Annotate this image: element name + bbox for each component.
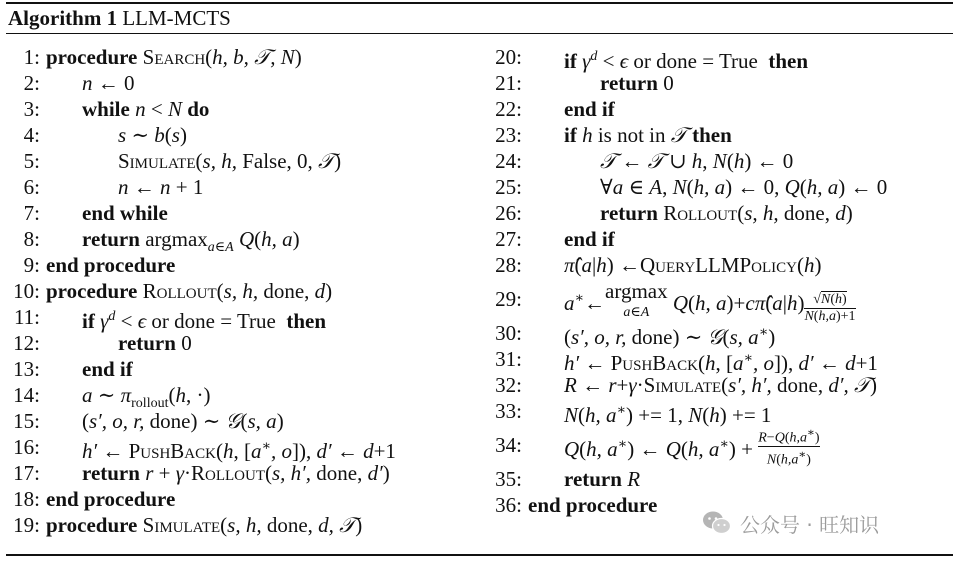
algorithm-line bbox=[488, 44, 958, 73]
algorithm-line bbox=[6, 434, 476, 463]
algorithm-line bbox=[488, 70, 958, 96]
line-number: 28: bbox=[495, 253, 522, 277]
line-code: ∀a ∈ A, N(h, a) ← 0, Q(h, a) ← 0 bbox=[600, 175, 888, 199]
line-number: 9: bbox=[23, 253, 40, 277]
line-number: 4: bbox=[23, 123, 40, 147]
algorithm-line bbox=[6, 408, 476, 434]
algorithm-line bbox=[488, 226, 958, 252]
line-number: 17: bbox=[13, 461, 40, 485]
line-code: h′ ← PushBack(h, [a∗, o]), d′ ← d+1 bbox=[564, 351, 878, 375]
line-code: end if bbox=[82, 357, 133, 381]
header-rule bbox=[6, 33, 953, 34]
algorithm-title bbox=[8, 4, 231, 32]
line-code: while n < N do bbox=[82, 97, 210, 121]
line-number: 6: bbox=[23, 175, 40, 199]
line-code: end procedure bbox=[528, 493, 658, 517]
line-number: 1: bbox=[23, 45, 40, 69]
algorithm-line bbox=[6, 70, 476, 96]
line-number: 21: bbox=[495, 71, 522, 95]
line-number: 13: bbox=[13, 357, 40, 381]
algorithm-line bbox=[488, 96, 958, 122]
line-number: 2: bbox=[23, 71, 40, 95]
algorithm-line bbox=[488, 466, 958, 492]
algorithm-line bbox=[6, 252, 476, 278]
line-code: end while bbox=[82, 201, 168, 225]
algorithm-line bbox=[6, 356, 476, 382]
line-number: 20: bbox=[495, 45, 522, 69]
line-code: Simulate(s, h, False, 0, 𝒯) bbox=[118, 149, 342, 173]
algorithm-line bbox=[6, 330, 476, 356]
line-number: 35: bbox=[495, 467, 522, 491]
algorithm-line bbox=[488, 148, 958, 174]
algorithm-line bbox=[488, 200, 958, 226]
line-code: (s′, o, r, done) ∼ 𝒢(s, a∗) bbox=[564, 325, 776, 349]
algorithm-line bbox=[6, 96, 476, 122]
line-number: 27: bbox=[495, 227, 522, 251]
line-code: (s′, o, r, done) ∼ 𝒢(s, a) bbox=[82, 409, 284, 433]
algorithm-line bbox=[6, 278, 476, 304]
line-number: 16: bbox=[13, 435, 40, 459]
line-code: end procedure bbox=[46, 253, 176, 277]
line-number: 12: bbox=[13, 331, 40, 355]
line-code: N(h, a∗) += 1, N(h) += 1 bbox=[564, 403, 772, 427]
line-code: procedure Simulate(s, h, done, d, 𝒯) bbox=[46, 513, 363, 537]
line-number: 19: bbox=[13, 513, 40, 537]
line-number: 24: bbox=[495, 149, 522, 173]
line-number: 22: bbox=[495, 97, 522, 121]
line-code: end procedure bbox=[46, 487, 176, 511]
line-number: 3: bbox=[23, 97, 40, 121]
line-number: 36: bbox=[495, 493, 522, 517]
line-code: return 0 bbox=[118, 331, 192, 355]
line-code: end if bbox=[564, 97, 615, 121]
line-code: 𝒯 ← 𝒯 ∪ h, N(h) ← 0 bbox=[600, 149, 794, 173]
line-code: return Rollout(s, h, done, d) bbox=[600, 201, 853, 225]
algorithm-line bbox=[6, 122, 476, 148]
line-code: if h is not in 𝒯 then bbox=[564, 123, 732, 147]
line-number: 26: bbox=[495, 201, 522, 225]
line-number: 14: bbox=[13, 383, 40, 407]
line-code: n ← 0 bbox=[82, 71, 135, 95]
line-number: 5: bbox=[23, 149, 40, 173]
algorithm-name: LLM-MCTS bbox=[122, 6, 231, 30]
algorithm-line bbox=[488, 252, 958, 278]
line-code: h′ ← PushBack(h, [a∗, o]), d′ ← d+1 bbox=[82, 439, 396, 463]
wechat-icon bbox=[702, 510, 732, 536]
line-number: 34: bbox=[495, 433, 522, 457]
algorithm-line bbox=[488, 372, 958, 398]
line-code: s ∼ b(s) bbox=[118, 123, 187, 147]
algorithm-line bbox=[6, 148, 476, 174]
line-code: a∗←argmax a∈A Q(h, a)+cπ̂(a|h) √N(h) N(h,a)+1 bbox=[564, 279, 856, 324]
line-number: 11: bbox=[13, 305, 40, 329]
bottom-rule bbox=[6, 554, 953, 556]
line-code: n ← n + 1 bbox=[118, 175, 204, 199]
algorithm-line bbox=[6, 200, 476, 226]
line-number: 31: bbox=[495, 347, 522, 371]
line-number: 8: bbox=[23, 227, 40, 251]
line-code: Q(h, a∗) ← Q(h, a∗) + R−Q(h,a∗) N(h,a∗) bbox=[564, 425, 820, 468]
algorithm-line bbox=[488, 320, 958, 349]
watermark-text: 公众号 · 旺知识 bbox=[740, 512, 880, 537]
line-number: 32: bbox=[495, 373, 522, 397]
line-number: 23: bbox=[495, 123, 522, 147]
algorithm-line bbox=[488, 122, 958, 148]
algorithm-line bbox=[6, 512, 476, 538]
line-number: 33: bbox=[495, 399, 522, 423]
algorithm-line bbox=[6, 174, 476, 200]
line-number: 7: bbox=[23, 201, 40, 225]
algorithm-line bbox=[488, 278, 958, 324]
algorithm-line bbox=[488, 346, 958, 375]
algorithm-line bbox=[6, 304, 476, 333]
line-code: a ∼ $\pi_{rollout}(h$, ·) bbox=[82, 383, 211, 412]
line-number: 30: bbox=[495, 321, 522, 345]
line-code: π̂(a|h) ←QueryLLMPolicy(h) bbox=[564, 253, 822, 277]
line-number: 29: bbox=[495, 287, 522, 311]
line-number: 18: bbox=[13, 487, 40, 511]
line-code: procedure Rollout(s, h, done, d) bbox=[46, 279, 333, 303]
line-code: if $\gamma^d < \epsilon$ or done = True then bbox=[564, 49, 809, 73]
left-column bbox=[6, 44, 476, 538]
algorithm-line bbox=[6, 44, 476, 70]
algorithm-label: Algorithm 1 bbox=[8, 6, 118, 30]
line-code: procedure Search(h, b, 𝒯, N) bbox=[46, 45, 302, 69]
algorithm-line bbox=[488, 424, 958, 466]
algorithm-line bbox=[6, 486, 476, 512]
algorithm-line bbox=[6, 460, 476, 486]
line-code: if $\gamma^d < \epsilon$ or done = True then bbox=[82, 309, 327, 333]
line-code: end if bbox=[564, 227, 615, 251]
line-code: return 0 bbox=[600, 71, 674, 95]
line-number: 25: bbox=[495, 175, 522, 199]
algorithm-line bbox=[6, 382, 476, 412]
line-code: return argmax$_{a\in A}$ Q(h, a) bbox=[82, 227, 300, 256]
algorithm-line bbox=[6, 226, 476, 256]
line-code: return r + γ·Rollout(s, h′, done, d′) bbox=[82, 461, 390, 485]
watermark bbox=[702, 510, 879, 536]
line-number: 15: bbox=[13, 409, 40, 433]
line-code: return R bbox=[564, 467, 641, 491]
line-number: 10: bbox=[13, 279, 40, 303]
algorithm-line bbox=[488, 398, 958, 427]
algorithm-line bbox=[488, 174, 958, 200]
right-column bbox=[488, 44, 958, 518]
line-code: R ← r+γ·Simulate(s′, h′, done, d′, 𝒯) bbox=[564, 373, 878, 397]
